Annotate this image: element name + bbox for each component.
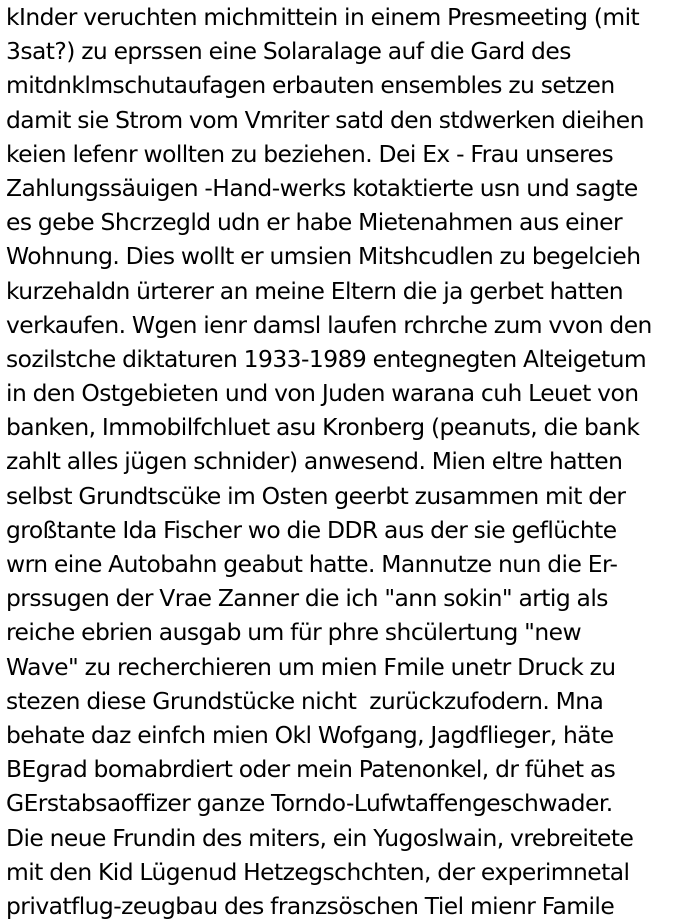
text-line: kInder veruchten michmittein in einem Presmeeting (mit <box>6 3 640 31</box>
text-line: BEgrad bomabrdiert oder mein Patenonkel, dr fühet as <box>6 755 616 784</box>
text-line: reiche ebrien ausgab um für phre shcülertung "new <box>6 618 582 647</box>
text-line: sozilstche diktaturen 1933-1989 entegnegten Alteigetum <box>6 344 647 373</box>
text-line: behate daz einfch mien Okl Wofgang, Jagdflieger, häte <box>6 720 614 749</box>
text-line: keien lefenr wollten zu beziehen. Dei Ex - Frau unseres <box>6 139 614 168</box>
text-line: selbst Grundtscüke im Osten geerbt zusammen mit der <box>6 481 626 510</box>
text-line: in den Ostgebieten und von Juden warana cuh Leuet von <box>6 379 639 408</box>
text-line: prssugen der Vrae Zanner die ich "ann sokin" artig als <box>6 584 608 613</box>
text-line: GErstabsaoffizer ganze Torndo-Lufwtaffengeschwader. <box>6 789 613 818</box>
text-line: Die neue Frundin des miters, ein Yugoslwain, vrebreitete <box>6 823 634 852</box>
text-line: zahlt alles jügen schnider) anwesend. Mien eltre hatten <box>6 447 623 476</box>
text-line: wrn eine Autobahn geabut hatte. Mannutze nun die Er- <box>6 550 618 578</box>
text-line: kurzehaldn ürterer an meine Eltern die ja gerbet hatten <box>6 276 624 305</box>
text-line: Zahlungssäuigen -Hand-werks kotaktierte usn und sagte <box>6 173 638 202</box>
text-line: es gebe Shcrzegld udn er habe Mietenahmen aus einer <box>6 208 623 237</box>
document-page <box>6 0 682 920</box>
text-line: mit den Kid Lügenud Hetzegschchten, der experimnetal <box>6 857 630 886</box>
text-line: banken, Immobilfchluet asu Kronberg (peanuts, die bank <box>6 413 640 442</box>
text-line: stezen diese Grundstücke nicht zurückzufodern. Mna <box>6 686 604 715</box>
text-line: 3sat?) zu eprssen eine Solaralage auf die Gard des <box>6 37 571 66</box>
text-line: privatflug-zeugbau des franzsöschen Tiel mienr Famile <box>6 891 615 920</box>
text-line: Wave" zu recherchieren um mien Fmile unetr Druck zu <box>6 652 616 681</box>
text-line: mitdnklmschutaufagen erbauten ensembles zu setzen <box>6 71 615 100</box>
text-line: damit sie Strom vom Vmriter satd den stdwerken dieihen <box>6 105 644 134</box>
text-line: Wohnung. Dies wollt er umsien Mitshcudlen zu begelcieh <box>6 242 641 271</box>
text-line: verkaufen. Wgen ienr damsl laufen rchrche zum vvon den <box>6 310 652 339</box>
text-line: großtante Ida Fischer wo die DDR aus der sie geflüchte <box>6 515 617 544</box>
